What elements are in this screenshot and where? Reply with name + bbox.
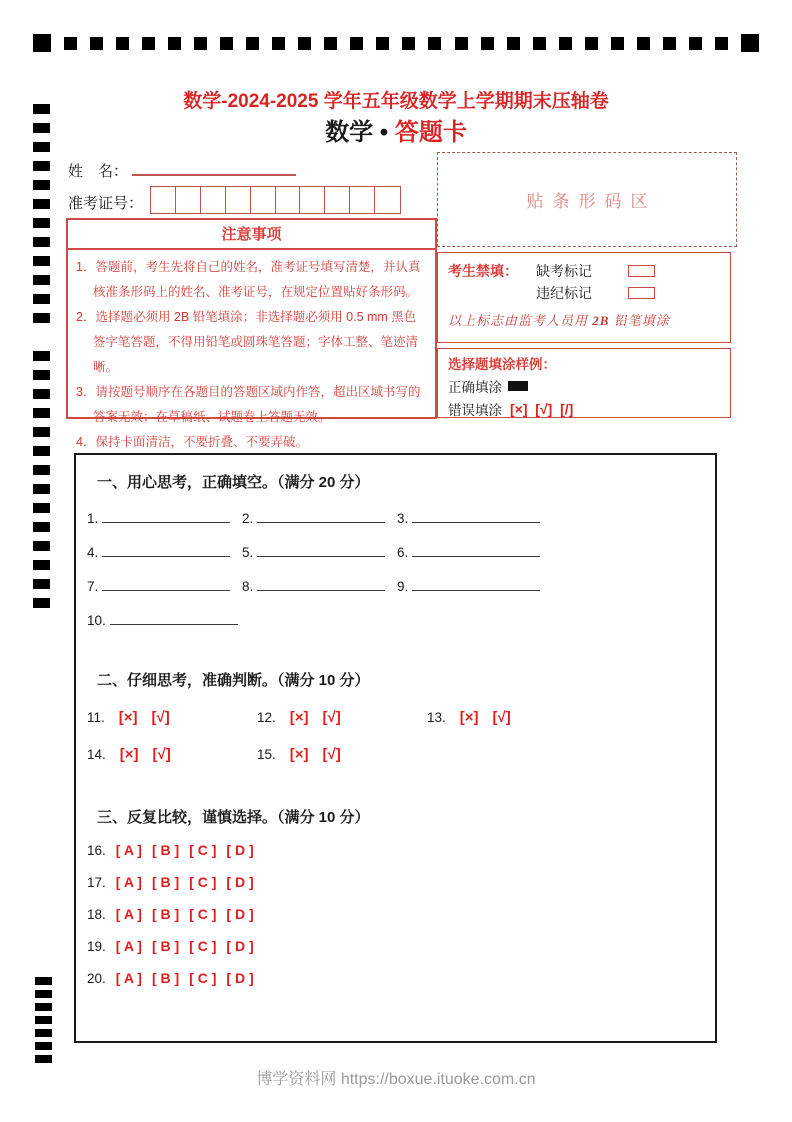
choice-option-d[interactable]: [ D ] [226, 842, 254, 858]
exam-id-cell[interactable] [299, 186, 326, 214]
proctor-note [448, 310, 720, 329]
notice-item: 3．请按题号顺序在各题目的答题区域内作答，超出区域书写的答案无效；在草稿纸、试题卷上答题无效。 [76, 385, 421, 424]
choice-option-b[interactable]: [ B ] [151, 842, 180, 858]
fill-row [87, 573, 697, 594]
registration-mark [194, 37, 207, 50]
correct-fill-demo [508, 381, 528, 391]
registration-mark [663, 37, 676, 50]
absent-mark-box[interactable] [628, 265, 655, 277]
registration-mark [585, 37, 598, 50]
exam-id-cell[interactable] [225, 186, 252, 214]
judge-item-number: 13. [427, 709, 446, 725]
exam-id-cell[interactable] [324, 186, 351, 214]
registration-mark [33, 256, 50, 266]
judge-mark-check[interactable]: [√] [151, 708, 170, 726]
registration-mark [142, 37, 155, 50]
choice-item-number: 17. [87, 874, 106, 890]
notice-item: 4．保持卡面清洁，不要折叠、不要弄破。 [76, 435, 308, 449]
judge-item [257, 746, 427, 763]
registration-mark [33, 294, 50, 304]
registration-mark [246, 37, 259, 50]
registration-mark [35, 1016, 52, 1024]
choice-item-number: 18. [87, 906, 106, 922]
choice-option-c[interactable]: [ C ] [189, 970, 217, 986]
judge-mark-check[interactable]: [√] [322, 708, 341, 726]
choice-option-d[interactable]: [ D ] [226, 938, 254, 954]
registration-mark [272, 37, 285, 50]
registration-mark [33, 503, 50, 513]
judge-row [87, 744, 697, 764]
registration-mark [324, 37, 337, 50]
judge-item [427, 709, 597, 726]
fill-item-number: 1. [87, 511, 99, 526]
violation-mark-label: 违纪标记 [536, 285, 592, 301]
registration-mark [33, 408, 50, 418]
registration-mark [33, 522, 50, 532]
fill-item-number: 6. [397, 545, 409, 560]
answer-blank[interactable] [110, 611, 238, 625]
answer-blank[interactable] [412, 509, 540, 523]
registration-mark [33, 427, 50, 437]
fill-item [87, 577, 242, 594]
answer-blank[interactable] [412, 577, 540, 591]
answer-blank[interactable] [102, 509, 230, 523]
exam-id-cell[interactable] [150, 186, 177, 214]
choice-row [87, 905, 697, 923]
barcode-area[interactable] [437, 152, 737, 247]
registration-mark [35, 990, 52, 998]
wrong-fill-label: 错误填涂 [448, 403, 502, 418]
choice-option-a[interactable]: [ A ] [115, 874, 142, 890]
name-label: 姓 名： [68, 163, 129, 180]
registration-mark [220, 37, 233, 50]
registration-mark [35, 1029, 52, 1037]
judge-item [87, 709, 257, 726]
registration-mark [33, 218, 50, 228]
registration-mark [428, 37, 441, 50]
registration-mark [33, 465, 50, 475]
fill-item [242, 509, 397, 526]
fill-item [87, 611, 242, 628]
registration-mark [33, 161, 50, 171]
registration-mark [33, 180, 50, 190]
judge-row [87, 707, 697, 727]
answer-blank[interactable] [257, 509, 385, 523]
registration-mark [402, 37, 415, 50]
choice-option-c[interactable]: [ C ] [189, 842, 217, 858]
choice-option-c[interactable]: [ C ] [189, 906, 217, 922]
fill-sample-box [437, 348, 731, 418]
choice-option-d[interactable]: [ D ] [226, 970, 254, 986]
registration-mark [64, 37, 77, 50]
notice-box [66, 218, 437, 449]
choice-option-b[interactable]: [ B ] [151, 970, 180, 986]
section-fill-title: 一、用心思考，正确填空。（满分 20 分） [97, 474, 370, 491]
registration-mark [715, 37, 728, 50]
fill-row [87, 539, 697, 560]
exam-title: 数学-2024-2025 学年五年级数学上学期期末压轴卷 [183, 91, 609, 112]
registration-mark [33, 313, 50, 323]
choice-option-b[interactable]: [ B ] [151, 906, 180, 922]
judge-item-number: 15. [257, 746, 276, 762]
exam-subtitle [0, 112, 792, 147]
exam-id-cell[interactable] [349, 186, 376, 214]
choice-row [87, 937, 697, 955]
section-choice-title: 三、反复比较，谨慎选择。（满分 10 分） [97, 809, 370, 826]
barcode-area-label: 贴条形码区 [526, 192, 657, 211]
registration-mark [33, 579, 50, 589]
judge-item-number: 11. [87, 709, 105, 725]
registration-mark [33, 370, 50, 380]
footer-watermark: 博学资料网 https://boxue.ituoke.com.cn [256, 1071, 536, 1088]
registration-mark [455, 37, 468, 50]
registration-mark [33, 560, 50, 570]
violation-mark-row [448, 282, 720, 304]
exam-id-cells [150, 186, 401, 214]
fill-sample-title: 选择题填涂样例： [448, 357, 556, 372]
registration-mark [350, 37, 363, 50]
registration-mark [116, 37, 129, 50]
registration-mark [33, 446, 50, 456]
registration-mark [90, 37, 103, 50]
fill-item-number: 4. [87, 545, 99, 560]
registration-mark [33, 237, 50, 247]
subtitle-card: 答题卡 [394, 119, 467, 146]
answer-blank[interactable] [257, 577, 385, 591]
registration-mark [33, 34, 51, 52]
name-input-line[interactable] [132, 162, 296, 176]
fill-item [397, 577, 552, 594]
fill-item [397, 509, 552, 526]
fill-item-number: 5. [242, 545, 254, 560]
choice-option-d[interactable]: [ D ] [226, 906, 254, 922]
judge-mark-cross[interactable]: [×] [119, 745, 139, 763]
fill-item-number: 9. [397, 579, 409, 594]
choice-option-a[interactable]: [ A ] [115, 906, 142, 922]
judge-item-number: 12. [257, 709, 276, 725]
registration-mark [33, 275, 50, 285]
choice-option-c[interactable]: [ C ] [189, 874, 217, 890]
exam-id-label: 准考证号： [68, 195, 144, 212]
section-judge-title: 二、仔细思考，准确判断。（满分 10 分） [97, 672, 370, 689]
registration-mark [35, 977, 52, 985]
registration-mark [35, 1003, 52, 1011]
answer-blank[interactable] [257, 543, 385, 557]
answer-blank[interactable] [102, 543, 230, 557]
notice-item: 1．答题前，考生先将自己的姓名，准考证号填写清楚，并认真核准条形码上的姓名、准考证号，在规定位置贴好条形码。 [76, 260, 421, 299]
exam-id-cell[interactable] [200, 186, 227, 214]
registration-mark [507, 37, 520, 50]
exam-id-cell[interactable] [374, 186, 401, 214]
registration-mark [481, 37, 494, 50]
fill-item-number: 3. [397, 511, 409, 526]
judge-item-number: 14. [87, 746, 106, 762]
registration-mark [35, 1055, 52, 1063]
choice-row [87, 873, 697, 891]
fill-item [242, 577, 397, 594]
fill-row [87, 505, 697, 526]
fill-item [87, 543, 242, 560]
correct-fill-label: 正确填涂 [448, 380, 502, 395]
proctor-note-suffix: 铅笔填涂 [609, 313, 670, 328]
registration-mark [33, 598, 50, 608]
choice-option-d[interactable]: [ D ] [226, 874, 254, 890]
notice-title: 注意事项 [68, 220, 435, 250]
wrong-fill-row [448, 399, 720, 419]
judge-item [87, 746, 257, 763]
left-registration-marks-bottom [35, 977, 52, 1068]
registration-mark [298, 37, 311, 50]
exam-id-cell[interactable] [175, 186, 202, 214]
answer-blank[interactable] [412, 543, 540, 557]
judge-mark-cross[interactable]: [×] [118, 708, 138, 726]
choice-row [87, 969, 697, 987]
judge-mark-cross[interactable]: [×] [459, 708, 479, 726]
name-row [68, 160, 296, 181]
registration-mark [533, 37, 546, 50]
choice-option-a[interactable]: [ A ] [115, 938, 142, 954]
absent-mark-label: 缺考标记 [536, 263, 592, 279]
judge-item [257, 709, 427, 726]
choice-row [87, 841, 697, 859]
fill-item-number: 2. [242, 511, 254, 526]
registration-mark [689, 37, 702, 50]
violation-mark-box[interactable] [628, 287, 655, 299]
choice-option-b[interactable]: [ B ] [151, 874, 180, 890]
choice-item-number: 16. [87, 842, 106, 858]
registration-mark [741, 34, 759, 52]
choice-option-a[interactable]: [ A ] [115, 842, 142, 858]
choice-option-c[interactable]: [ C ] [189, 938, 217, 954]
registration-mark [33, 199, 50, 209]
registration-mark [559, 37, 572, 50]
proctor-box [437, 252, 731, 343]
judge-mark-cross[interactable]: [×] [289, 745, 309, 763]
fill-item-number: 7. [87, 579, 99, 594]
fill-item [397, 543, 552, 560]
judge-mark-check[interactable]: [√] [152, 745, 171, 763]
proctor-note-prefix: 以上标志由监考人员用 [448, 313, 593, 328]
absent-mark-row [448, 260, 720, 282]
proctor-note-2b: 2B [592, 313, 610, 328]
correct-fill-row [448, 376, 720, 396]
wrong-fill-marks: [×] [√] [/] [510, 401, 574, 417]
notice-item: 2．选择题必须用 2B 铅笔填涂；非选择题必须用 0.5 mm 黑色签字笔答题，不得用铅笔或圆珠笔答题；字体工整、笔迹清晰。 [76, 310, 419, 374]
notice-items [68, 250, 435, 455]
subtitle-dot: • [379, 119, 389, 146]
registration-mark [33, 351, 50, 361]
exam-id-cell[interactable] [275, 186, 302, 214]
registration-mark [33, 484, 50, 494]
answer-blank[interactable] [102, 577, 230, 591]
left-registration-marks-middle [33, 351, 50, 617]
choice-option-b[interactable]: [ B ] [151, 938, 180, 954]
fill-item [242, 543, 397, 560]
choice-option-a[interactable]: [ A ] [115, 970, 142, 986]
fill-item-number: 10. [87, 613, 106, 628]
fill-row [87, 607, 697, 628]
registration-mark [168, 37, 181, 50]
fill-item [87, 509, 242, 526]
judge-mark-cross[interactable]: [×] [289, 708, 309, 726]
registration-mark [35, 1042, 52, 1050]
fill-item-number: 8. [242, 579, 254, 594]
registration-mark [33, 389, 50, 399]
proctor-title: 考生禁填： [448, 263, 518, 279]
registration-mark [33, 541, 50, 551]
choice-item-number: 20. [87, 970, 106, 986]
subtitle-subject: 数学 [325, 119, 374, 146]
choice-item-number: 19. [87, 938, 106, 954]
top-registration-marks [33, 34, 759, 52]
registration-mark [376, 37, 389, 50]
exam-id-cell[interactable] [250, 186, 277, 214]
registration-mark [611, 37, 624, 50]
answer-area [74, 453, 717, 1043]
judge-mark-check[interactable]: [√] [322, 745, 341, 763]
judge-mark-check[interactable]: [√] [492, 708, 511, 726]
registration-mark [637, 37, 650, 50]
